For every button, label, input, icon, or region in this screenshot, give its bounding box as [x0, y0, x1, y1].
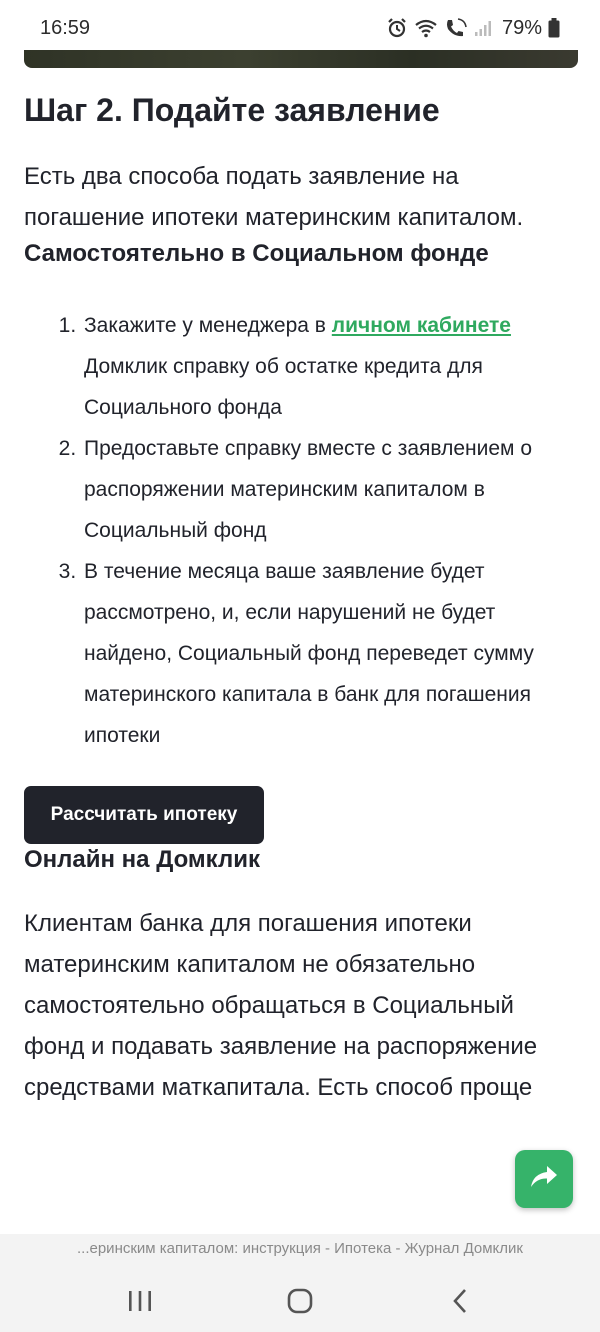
steps-list	[24, 305, 576, 756]
online-paragraph: Клиентам банка для погашения ипотеки материнским капиталом не обязательно самостоятельно обращаться в Социальный фонд и подавать заявление на распоряжение средствами маткапитала. Есть способ проще	[24, 910, 538, 1102]
wifi-call-icon	[444, 17, 468, 39]
intro-paragraph: Есть два способа подать заявление на погашение ипотеки материнским капиталом.	[24, 163, 524, 231]
battery-icon	[548, 18, 560, 38]
step-1-text-after: Домклик справку об остатке кредита для Социального фонда	[84, 355, 483, 420]
home-button[interactable]	[270, 1283, 330, 1323]
page-title-caption: ...еринским капиталом: инструкция - Ипотека - Журнал Домклик	[77, 1240, 523, 1257]
calculate-mortgage-button[interactable]: Рассчитать ипотеку	[24, 786, 264, 844]
step-2: 2. Предоставьте справку вместе с заявлением о распоряжении материнским капиталом в Социальный фонд	[82, 428, 576, 551]
recent-apps-icon	[127, 1289, 153, 1318]
recent-apps-button[interactable]	[110, 1283, 170, 1323]
article-hero-image	[24, 50, 578, 68]
step-1	[82, 305, 576, 428]
wifi-icon	[414, 18, 438, 38]
personal-cabinet-link[interactable]: личном кабинете	[331, 314, 511, 338]
share-icon	[529, 1164, 559, 1195]
system-navigation-bar	[0, 1278, 600, 1328]
article-title: Шаг 2. Подайте заявление	[24, 92, 440, 128]
step-1-text-before: Закажите у менеджера в	[84, 314, 332, 338]
battery-percent: 79%	[501, 16, 542, 39]
back-chevron-icon	[450, 1287, 470, 1320]
browser-bottom-bar	[0, 1234, 600, 1332]
status-bar	[0, 0, 600, 56]
signal-icon	[474, 19, 492, 37]
section-heading-social-fund: Самостоятельно в Социальном фонде	[24, 240, 489, 267]
step-3: 3. В течение месяца ваше заявление будет рассмотрено, и, если нарушений не будет найдено, Социальный фонд переведет сумму материнского капитала в банк для погашения ипотеки	[82, 551, 576, 756]
alarm-icon	[386, 17, 408, 39]
section-heading-online: Онлайн на Домклик	[24, 846, 260, 874]
back-button[interactable]	[430, 1283, 490, 1323]
home-icon	[286, 1287, 314, 1320]
status-icons	[386, 17, 560, 40]
article-content	[24, 90, 576, 1108]
status-time: 16:59	[40, 16, 91, 39]
share-button[interactable]	[515, 1150, 573, 1208]
